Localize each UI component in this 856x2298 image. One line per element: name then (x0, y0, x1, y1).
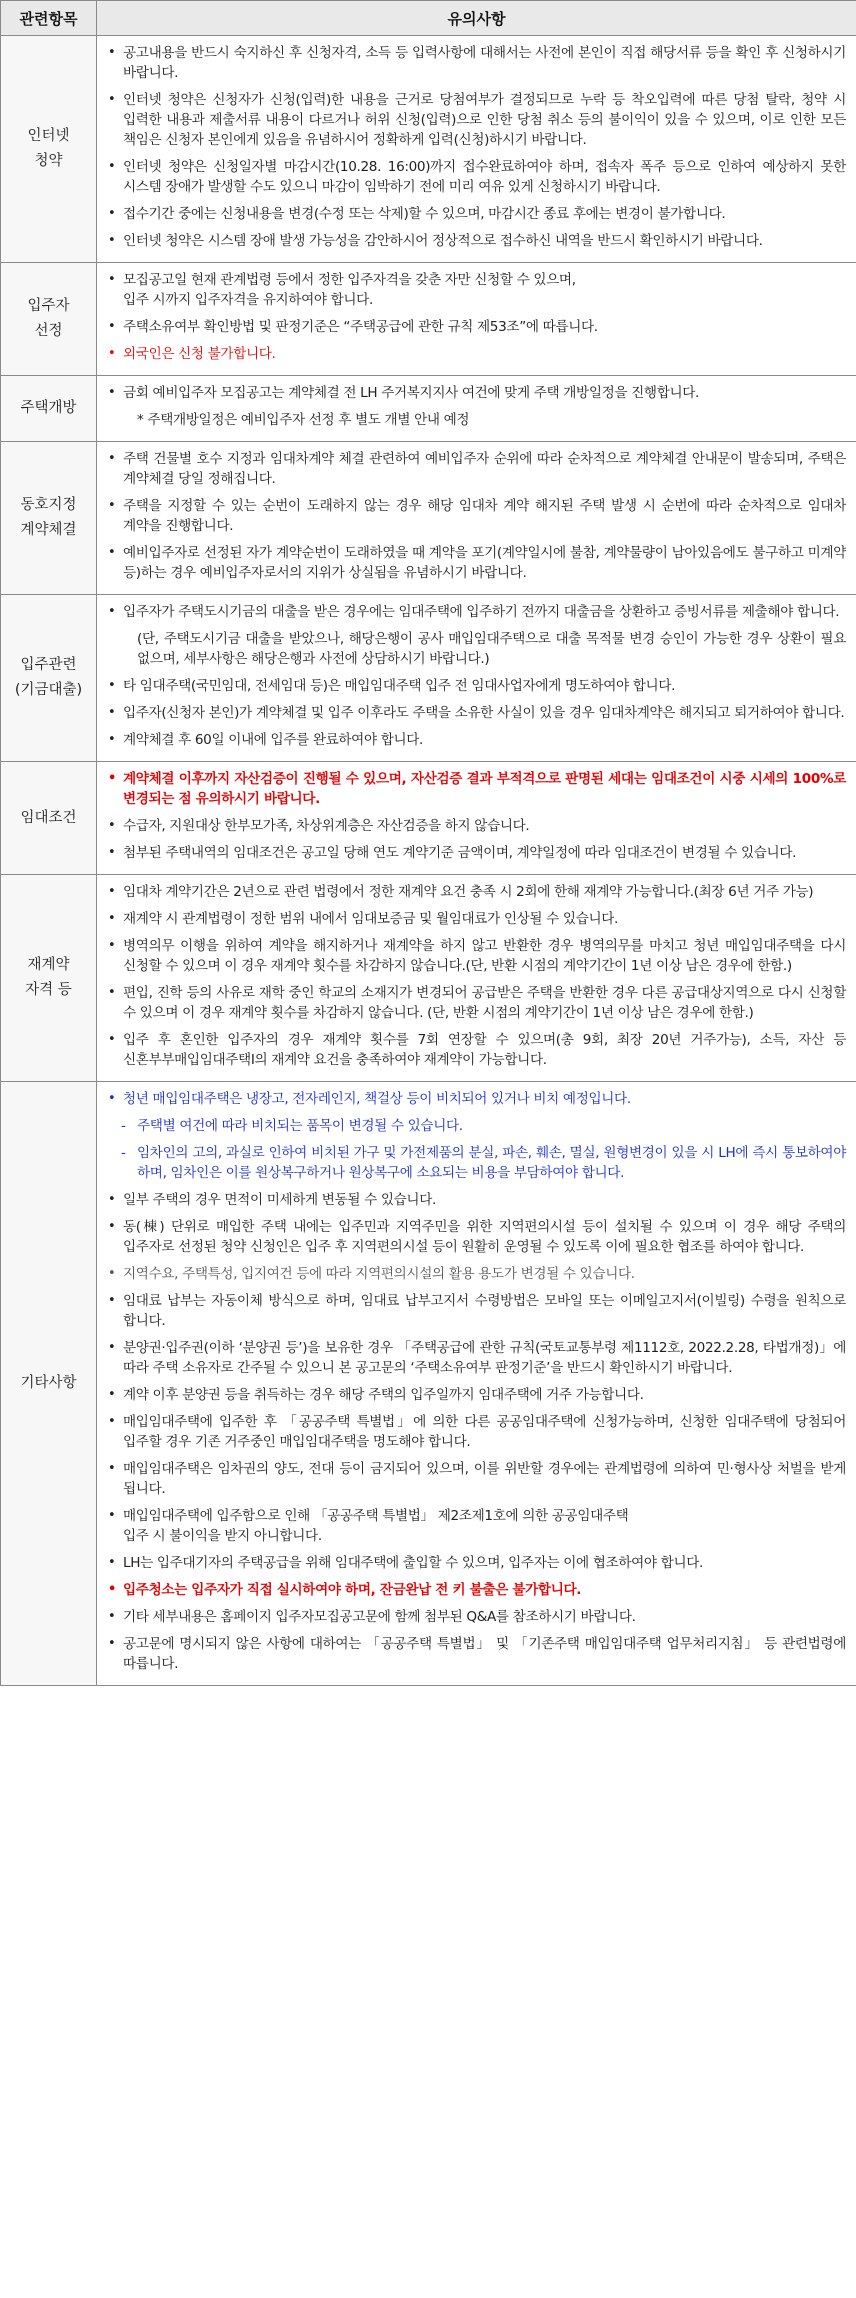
list-item (105, 383, 846, 403)
notes-list (105, 43, 846, 251)
list-item (105, 602, 846, 622)
item-text: 타 임대주택(국민임대, 전세임대 등)은 매입임대주택 입주 전 임대사업자에게 명도하여야 합니다. (123, 678, 676, 694)
item-text: 외국인은 신청 불가합니다. (123, 346, 276, 362)
row-notes (97, 442, 856, 595)
list-item (105, 1412, 846, 1452)
list-item (105, 730, 846, 750)
notes-list (105, 383, 846, 430)
item-text: 재계약 시 관계법령이 정한 범위 내에서 임대보증금 및 월임대료가 인상될 수 있습니다. (123, 911, 619, 927)
item-text: 계약 이후 분양권 등을 취득하는 경우 해당 주택의 입주일까지 임대주택에 거주 가능합니다. (123, 1387, 644, 1403)
list-item (105, 157, 846, 197)
list-item (105, 816, 846, 836)
item-text: 임대차 계약기간은 2년으로 관련 법령에서 정한 재계약 요건 충족 시 2회에 한해 재계약 가능합니다.(최장 6년 거주 가능) (123, 884, 814, 900)
item-text: 첨부된 주택내역의 임대조건은 공고일 당해 연도 계약기준 금액이며, 계약일정에 따라 임대조건이 변경될 수 있습니다. (123, 845, 797, 861)
bullet-dot-icon: • (108, 1266, 116, 1281)
list-item (105, 1291, 846, 1331)
category-label: 기타사항 (20, 1375, 77, 1391)
notes-list (105, 449, 846, 583)
row-notes (97, 762, 856, 875)
item-text: 예비입주자로 선정된 자가 계약순번이 도래하였을 때 계약을 포기(계약일시에 불참, 계약물량이 남아있음에도 불구하고 미계약 등)하는 경우 예비입주자로서의 지위가 상실됨을 유념하시기 바랍니다. (123, 545, 846, 581)
notes-list (105, 270, 846, 364)
list-item (105, 909, 846, 929)
list-item (105, 882, 846, 902)
category-label: 선정 (34, 323, 63, 339)
bullet-dot-icon: • (108, 732, 116, 747)
bullet-dot-icon: • (108, 771, 116, 786)
bullet-dot-icon: • (108, 159, 116, 174)
bullet-dot-icon: • (108, 498, 116, 513)
list-item (105, 1506, 846, 1546)
bullet-dot-icon: • (108, 1340, 116, 1355)
item-text: 인터넷 청약은 시스템 장애 발생 가능성을 감안하시어 정상적으로 접수하신 내역을 반드시 확인하시기 바랍니다. (123, 233, 763, 249)
list-item (105, 1338, 846, 1378)
list-item (105, 1264, 846, 1284)
bullet-dot-icon: • (108, 938, 116, 953)
table-row (1, 875, 856, 1082)
header-notes: 유의사항 (97, 1, 856, 36)
list-item (105, 936, 846, 976)
list-item (105, 1116, 846, 1136)
bullet-dot-icon: • (108, 451, 116, 466)
bullet-dot-icon: • (108, 319, 116, 334)
item-text: 계약체결 후 60일 이내에 입주를 완료하여야 합니다. (123, 732, 424, 748)
list-item (105, 1553, 846, 1573)
dash-marker: - (121, 1145, 126, 1161)
notes-list (105, 769, 846, 863)
item-text: 분양권·입주권(이하 ‘분양권 등’)을 보유한 경우 「주택공급에 관한 규칙(국토교통부령 제1112호, 2022.2.28, 타법개정)」에 따라 주택 소유자로 간주될 수 있으니 본 공고문의 ‘주택소유여부 판정기준’을 반드시 확인하시기 바랍니다. (123, 1340, 846, 1376)
bullet-dot-icon: • (108, 985, 116, 1000)
list-item (105, 317, 846, 337)
row-category (1, 263, 97, 376)
item-text: 공고문에 명시되지 않은 사항에 대하여는 「공공주택 특별법」 및 「기존주택 매입임대주택 업무처리지침」 등 관련법령에 따릅니다. (123, 1636, 846, 1672)
item-text: 청년 매입임대주택은 냉장고, 전자레인지, 책걸상 등이 비치되어 있거나 비치 예정입니다. (123, 1091, 631, 1107)
list-item (105, 90, 846, 150)
item-text: 접수기간 중에는 신청내용을 변경(수정 또는 삭제)할 수 있으며, 마감시간 종료 후에는 변경이 불가합니다. (123, 206, 726, 222)
list-item (105, 496, 846, 536)
list-item (105, 1143, 846, 1183)
item-text: 주택별 여건에 따라 비치되는 품목이 변경될 수 있습니다. (137, 1118, 463, 1134)
item-text: 병역의무 이행을 위하여 계약을 해지하거나 재계약을 하지 않고 반환한 경우 병역의무를 마치고 청년 매입임대주택을 다시 신청할 수 있으며 이 경우 재계약 횟수를 차감하지 않습니다.(단, 반환 시점의 계약기간이 1년 이상 남은 경우에 한함.) (123, 938, 846, 974)
list-item (105, 344, 846, 364)
bullet-dot-icon: • (108, 1508, 116, 1523)
item-text: 주택소유여부 확인방법 및 판정기준은 “주택공급에 관한 규칙 제53조”에 따릅니다. (123, 319, 598, 335)
bullet-dot-icon: • (108, 705, 116, 720)
bullet-dot-icon: • (108, 1636, 116, 1651)
item-text: 지역수요, 주택특성, 입지여건 등에 따라 지역편의시설의 활용 용도가 변경될 수 있습니다. (123, 1266, 635, 1282)
row-notes (97, 875, 856, 1082)
list-item (105, 410, 846, 430)
notes-list (105, 602, 846, 750)
table-row (1, 595, 856, 762)
row-category (1, 1082, 97, 1686)
category-label: 입주관련 (20, 657, 77, 673)
row-notes (97, 263, 856, 376)
row-notes (97, 376, 856, 442)
row-notes (97, 36, 856, 263)
category-label: 재계약 (27, 957, 70, 973)
item-text: 일부 주택의 경우 면적이 미세하게 변동될 수 있습니다. (123, 1192, 436, 1208)
list-item (105, 1607, 846, 1627)
list-item (105, 43, 846, 83)
table-row (1, 442, 856, 595)
dash-marker: - (121, 1118, 126, 1134)
row-category (1, 442, 97, 595)
item-text: 편입, 진학 등의 사유로 재학 중인 학교의 소재지가 변경되어 공급받은 주택을 반환한 경우 다른 공급대상지역으로 다시 신청할 수 있으며 이 경우 재계약 횟수를 차감하지 않습니다. (단, 반환 시점의 계약기간이 1년 이상 남은 경우에 한함.) (123, 985, 846, 1021)
category-label: 입주자 (27, 298, 70, 314)
item-text: 주택을 지정할 수 있는 순번이 도래하지 않는 경우 해당 임대차 계약 해지된 주택 발생 시 순번에 따라 순차적으로 임대차 계약을 진행합니다. (123, 498, 846, 534)
item-text: 인터넷 청약은 신청자가 신청(입력)한 내용을 근거로 당첨여부가 결정되므로 누락 등 착오입력에 따른 당첨 탈락, 청약 시 입력한 내용과 제출서류 내용이 다르거나 허위 신청(입력)으로 인한 당첨 취소 등의 불이익이 있을 수 있으며, 이로 인한 모든 책임은 신청자 본인에게 있음을 유념하시어 정확하게 입력(신청)하시기 바랍니다. (123, 92, 846, 148)
row-category (1, 762, 97, 875)
list-item (105, 1030, 846, 1070)
bullet-dot-icon: • (108, 206, 116, 221)
category-label: 청약 (34, 153, 63, 169)
item-text: 매입임대주택에 입주한 후 「공공주택 특별법」에 의한 다른 공공임대주택에 신청가능하며, 신청한 임대주택에 당첨되어 입주할 경우 기존 거주중인 매입임대주택을 명도해야 합니다. (123, 1414, 846, 1450)
category-label: 임대조건 (20, 809, 77, 826)
bullet-dot-icon: • (108, 1293, 116, 1308)
list-item (105, 1385, 846, 1405)
bullet-dot-icon: • (108, 911, 116, 926)
list-item (105, 1190, 846, 1210)
item-text: 주택 건물별 호수 지정과 임대차계약 체결 관련하여 예비입주자 순위에 따라 순차적으로 계약체결 안내문이 발송되며, 주택은 계약체결 당일 정해집니다. (123, 451, 846, 487)
table-header-row (1, 1, 856, 36)
category-label: (기금대출) (14, 682, 83, 698)
item-text: 기타 세부내용은 홈페이지 입주자모집공고문에 함께 첨부된 Q&A를 참조하시기 바랍니다. (123, 1609, 636, 1625)
row-category (1, 595, 97, 762)
bullet-dot-icon: • (108, 45, 116, 60)
item-text: 매입임대주택에 입주함으로 인해 「공공주택 특별법」 제2조제1호에 의한 공공임대주택 입주 시 불이익을 받지 아니합니다. (123, 1508, 629, 1544)
table-row (1, 1082, 856, 1686)
item-text: 금회 예비입주자 모집공고는 계약체결 전 LH 주거복지지사 여건에 맞게 주택 개방일정을 진행합니다. (123, 385, 700, 401)
table-row (1, 263, 856, 376)
item-text: * 주택개방일정은 예비입주자 선정 후 별도 개별 안내 예정 (137, 412, 470, 428)
bullet-dot-icon: • (108, 233, 116, 248)
list-item (105, 270, 846, 310)
bullet-dot-icon: • (108, 1414, 116, 1429)
list-item (105, 629, 846, 669)
list-item (105, 543, 846, 583)
item-text: 입주자(신청자 본인)가 계약체결 및 입주 이후라도 주택을 소유한 사실이 있을 경우 임대차계약은 해지되고 퇴거하여야 합니다. (123, 705, 845, 721)
bullet-dot-icon: • (108, 346, 116, 361)
bullet-dot-icon: • (108, 1609, 116, 1624)
table-row (1, 762, 856, 875)
row-notes (97, 1082, 856, 1686)
row-notes (97, 595, 856, 762)
list-item (105, 769, 846, 809)
category-label: 자격 등 (25, 982, 72, 998)
bullet-dot-icon: • (108, 1582, 116, 1597)
table-row (1, 376, 856, 442)
category-label: 계약체결 (20, 522, 77, 538)
category-label: 동호지정 (20, 497, 77, 513)
item-text: 수급자, 지원대상 한부모가족, 차상위계층은 자산검증을 하지 않습니다. (123, 818, 530, 834)
item-text: 공고내용을 반드시 숙지하신 후 신청자격, 소득 등 입력사항에 대해서는 사전에 본인이 직접 해당서류 등을 확인 후 신청하시기 바랍니다. (123, 45, 846, 81)
list-item (105, 703, 846, 723)
list-item (105, 204, 846, 224)
bullet-dot-icon: • (108, 92, 116, 107)
list-item (105, 231, 846, 251)
bullet-dot-icon: • (108, 678, 116, 693)
notes-list (105, 1089, 846, 1674)
item-text: LH는 입주대기자의 주택공급을 위해 임대주택에 출입할 수 있으며, 입주자는 이에 협조하여야 합니다. (123, 1555, 703, 1571)
bullet-dot-icon: • (108, 1461, 116, 1476)
list-item (105, 1634, 846, 1674)
item-text: 동(棟) 단위로 매입한 주택 내에는 입주민과 지역주민을 위한 지역편의시설 등이 설치될 수 있으며 이 경우 해당 주택의 입주자로 선정된 청약 신청인은 입주 후 지역편의시설 등이 원활히 운영될 수 있도록 이에 필요한 협조를 하여야 합니다. (123, 1219, 846, 1255)
bullet-dot-icon: • (108, 845, 116, 860)
list-item (105, 843, 846, 863)
item-text: 임대료 납부는 자동이체 방식으로 하며, 임대료 납부고지서 수령방법은 모바일 또는 이메일고지서(이빌링) 수령을 원칙으로 합니다. (123, 1293, 846, 1329)
bullet-dot-icon: • (108, 884, 116, 899)
bullet-dot-icon: • (108, 1192, 116, 1207)
list-item (105, 1089, 846, 1109)
list-item (105, 676, 846, 696)
table-row (1, 36, 856, 263)
item-text: 인터넷 청약은 신청일자별 마감시간(10.28. 16:00)까지 접수완료하여야 하며, 접속자 폭주 등으로 인하여 예상하지 못한 시스템 장애가 발생할 수도 있으니 마감이 임박하기 전에 미리 여유 있게 신청하시기 바랍니다. (123, 159, 846, 195)
list-item (105, 1580, 846, 1600)
bullet-dot-icon: • (108, 385, 116, 400)
row-category (1, 875, 97, 1082)
list-item (105, 983, 846, 1023)
item-text: 입주청소는 입주자가 직접 실시하여야 하며, 잔금완납 전 키 불출은 불가합니다. (123, 1582, 582, 1598)
list-item (105, 1217, 846, 1257)
list-item (105, 449, 846, 489)
bullet-dot-icon: • (108, 1555, 116, 1570)
item-text: 입주 후 혼인한 입주자의 경우 재계약 횟수를 7회 연장할 수 있으며(총 9회, 최장 20년 거주가능), 소득, 자산 등 신혼부부매입임대주택Ⅰ의 재계약 요건을 충족하여야 재계약이 가능합니다. (123, 1032, 846, 1068)
item-text: 임차인의 고의, 과실로 인하여 비치된 가구 및 가전제품의 분실, 파손, 훼손, 멸실, 원형변경이 있을 시 LH에 즉시 통보하여야 하며, 임차인은 이를 원상복구하거나 원상복구에 소요되는 비용을 부담하여야 합니다. (137, 1145, 846, 1181)
list-item (105, 1459, 846, 1499)
bullet-dot-icon: • (108, 1219, 116, 1234)
bullet-dot-icon: • (108, 1091, 116, 1106)
bullet-dot-icon: • (108, 818, 116, 833)
row-category (1, 36, 97, 263)
bullet-dot-icon: • (108, 1387, 116, 1402)
item-text: 입주자가 주택도시기금의 대출을 받은 경우에는 임대주택에 입주하기 전까지 대출금을 상환하고 증빙서류를 제출해야 합니다. (123, 604, 840, 620)
category-label: 인터넷 (27, 128, 70, 144)
item-text: 계약체결 이후까지 자산검증이 진행될 수 있으며, 자산검증 결과 부적격으로 판명된 세대는 임대조건이 시중 시세의 100%로 변경되는 점 유의하시기 바랍니다. (123, 771, 846, 807)
item-text: 매입임대주택은 임차권의 양도, 전대 등이 금지되어 있으며, 이를 위반할 경우에는 관계법령에 의하여 민·형사상 처벌을 받게 됩니다. (123, 1461, 846, 1497)
bullet-dot-icon: • (108, 1032, 116, 1047)
row-category (1, 376, 97, 442)
category-label: 주택개방 (20, 400, 77, 416)
notes-list (105, 882, 846, 1070)
bullet-dot-icon: • (108, 604, 116, 619)
item-text: 모집공고일 현재 관계법령 등에서 정한 입주자격을 갖춘 자만 신청할 수 있으며, 입주 시까지 입주자격을 유지하여야 합니다. (123, 272, 576, 308)
item-text: (단, 주택도시기금 대출을 받았으나, 해당은행이 공사 매입임대주택으로 대출 목적물 변경 승인이 가능한 경우 상환이 필요 없으며, 세부사항은 해당은행과 사전에 상담하시기 바랍니다.) (137, 631, 846, 667)
bullet-dot-icon: • (108, 272, 116, 287)
header-category: 관련항목 (1, 1, 97, 36)
bullet-dot-icon: • (108, 545, 116, 560)
